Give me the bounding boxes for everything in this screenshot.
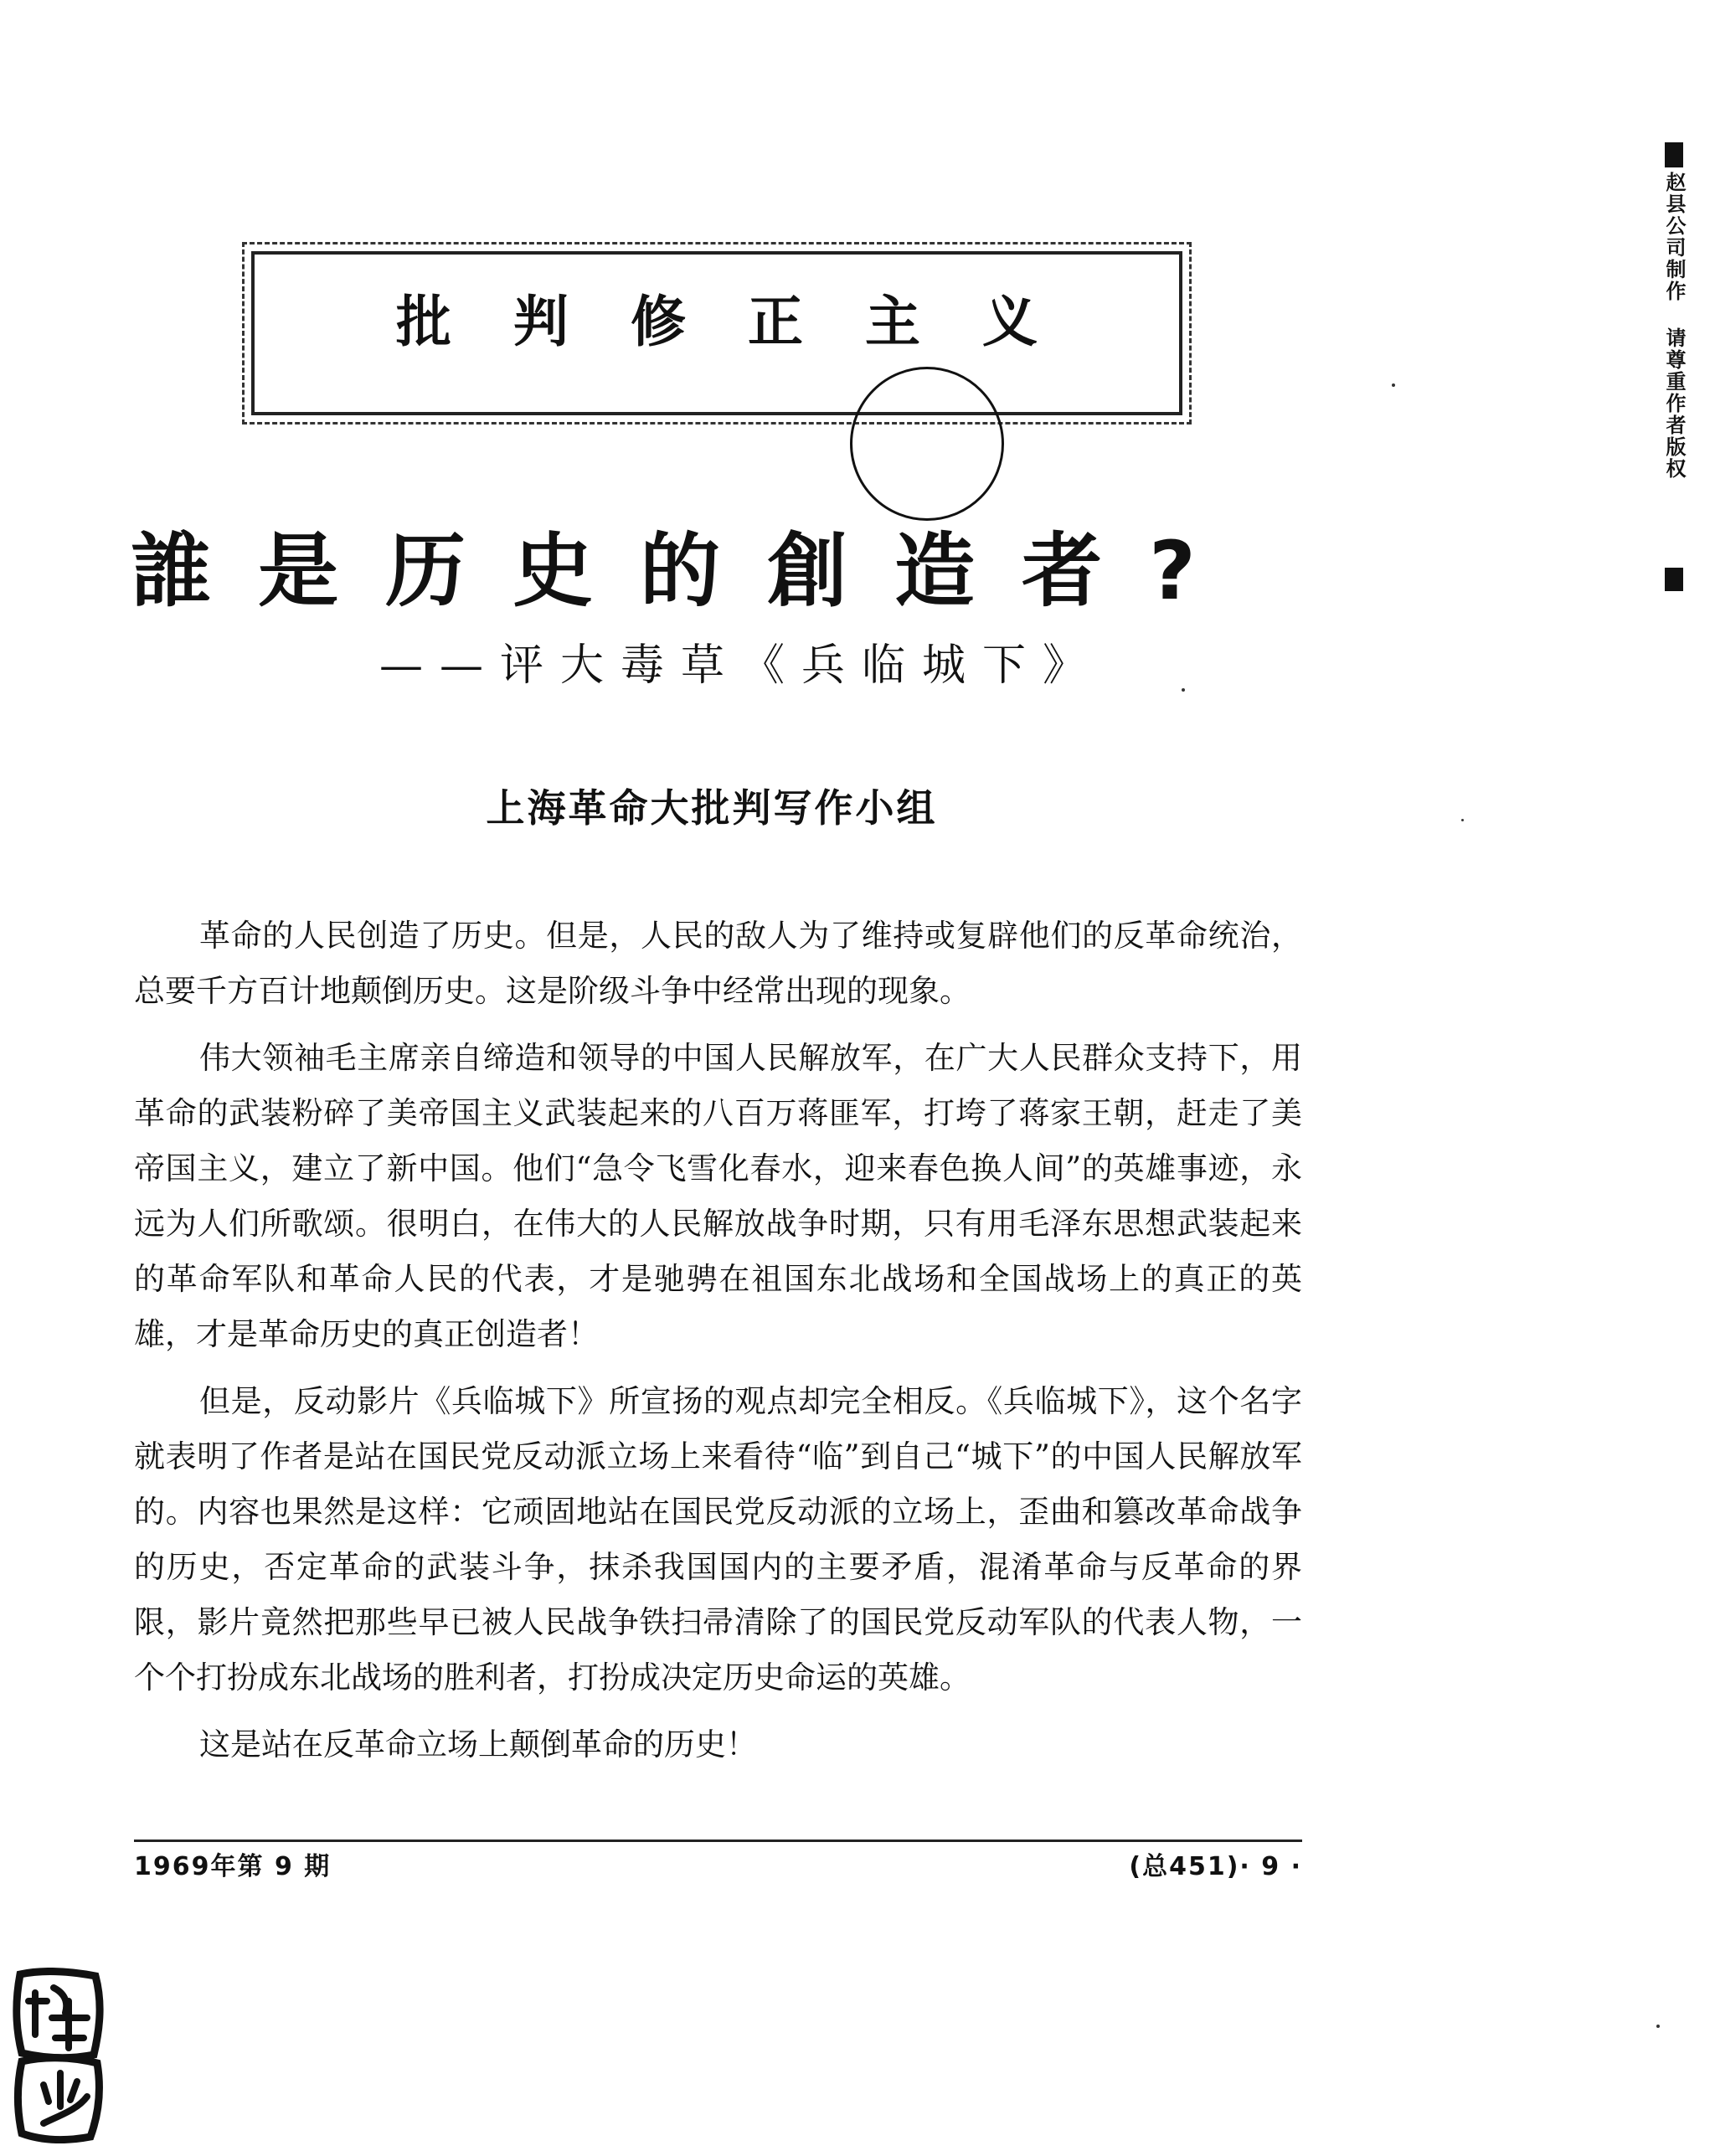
- footer-issue: 1969年第 9 期: [134, 1852, 332, 1881]
- section-banner-title: 批判修正主义: [396, 290, 1100, 354]
- scan-speck: [1461, 819, 1464, 821]
- paragraph-4: 这是站在反革命立场上颠倒革命的历史！: [199, 1726, 757, 1762]
- article-title: 誰是历史的創造者?: [131, 524, 1243, 618]
- article-subtitle: ——评大毒草《兵临城下》: [379, 641, 1103, 691]
- seal-stamp-icon: [10, 1968, 109, 2143]
- side-stamp-bar-bottom: [1665, 568, 1683, 591]
- article-author: 上海革命大批判写作小组: [486, 785, 938, 831]
- paragraph-1: 革命的人民创造了历史。但是，人民的敌人为了维持或复辟他们的反革命统治，总要千方百计地颠倒历史。这是阶级斗争中经常出现的现象。: [134, 918, 1302, 1009]
- hole-punch-circle: [850, 367, 1004, 521]
- scan-speck: [1182, 688, 1185, 692]
- footer-rule: [134, 1840, 1302, 1842]
- paragraph-3: 但是，反动影片《兵临城下》所宣扬的观点却完全相反。《兵临城下》，这个名字就表明了作者是站在国民党反动派立场上来看待“临”到自己“城下”的中国人民解放军的。内容也果然是这样：它顽固地站在国民党反动派的立场上，歪曲和篡改革命战争的历史，否定革命的武装斗争，抹杀我国国内的主要矛盾，混淆革命与反革命的界限，影片竟然把那些早已被人民战争铁扫帚清除了的国民党反动军队的代表人物，一个个打扮成东北战场的胜利者，打扮成决定历史命运的英雄。: [134, 1383, 1302, 1695]
- footer-page-number: (总451)· 9 ·: [1129, 1852, 1302, 1881]
- side-stamp-text: 赵县公司制作 请尊重作者版权: [1662, 172, 1686, 480]
- scan-speck: [1656, 2025, 1660, 2028]
- article-body: [134, 908, 1302, 1784]
- side-stamp-bar-top: [1665, 142, 1683, 167]
- scan-speck: [1392, 383, 1395, 387]
- paragraph-2: 伟大领袖毛主席亲自缔造和领导的中国人民解放军，在广大人民群众支持下，用革命的武装粉碎了美帝国主义武装起来的八百万蒋匪军，打垮了蒋家王朝，赶走了美帝国主义，建立了新中国。他们“急令飞雪化春水，迎来春色换人间”的英雄事迹，永远为人们所歌颂。很明白，在伟大的人民解放战争时期，只有用毛泽东思想武装起来的革命军队和革命人民的代表，才是驰骋在祖国东北战场和全国战场上的真正的英雄，才是革命历史的真正创造者！: [134, 1040, 1302, 1352]
